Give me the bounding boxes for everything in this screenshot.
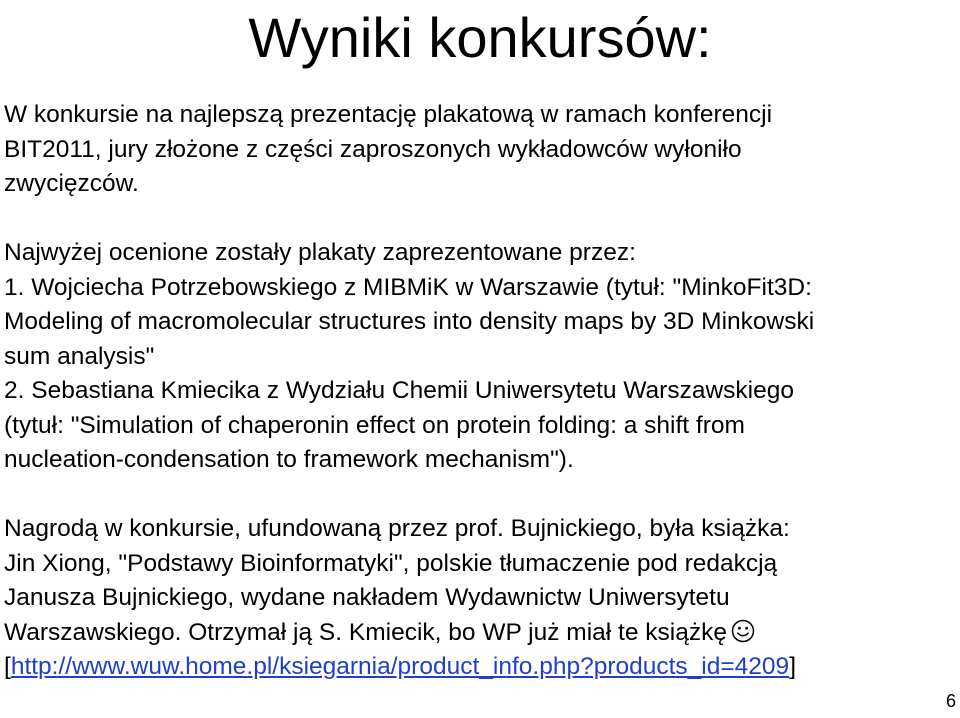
winners-intro: Najwyżej ocenione zostały plakaty zaprezentowane przez: <box>4 239 636 266</box>
intro-line-1: W konkursie na najlepszą prezentację plakatową w ramach konferencji <box>4 101 773 128</box>
page-number: 6 <box>945 691 956 711</box>
intro-line-3: zwycięzców. <box>4 170 139 197</box>
link-close-bracket: ] <box>789 653 796 680</box>
slide-body <box>4 98 944 685</box>
winner-1-line-3: sum analysis" <box>4 342 155 370</box>
prize-line-4-container <box>4 616 944 651</box>
product-link[interactable]: http://www.wuw.home.pl/ksiegarnia/product_info.php?products_id=4209 <box>10 653 790 680</box>
blank-line <box>4 202 944 237</box>
prize-line-1: Nagrodą w konkursie, ufundowaną przez prof. Bujnickiego, była książka: <box>4 515 790 542</box>
link-line <box>4 650 944 685</box>
prize-line-3: Janusza Bujnickiego, wydane nakładem Wydawnictw Uniwersytetu <box>4 584 730 611</box>
winner-2-line-3: nucleation-condensation to framework mechanism"). <box>4 446 574 473</box>
winner-1-line-2: Modeling of macromolecular structures into density maps by 3D Minkowski <box>4 308 815 335</box>
intro-line-2: BIT2011, jury złożone z części zaproszonych wykładowców wyłoniło <box>4 135 742 163</box>
winner-2-line-2: (tytuł: "Simulation of chaperonin effect on protein folding: a shift from <box>4 411 745 439</box>
winner-1-line-1: 1. Wojciecha Potrzebowskiego z MIBMiK w Warszawie (tytuł: "MinkoFit3D: <box>4 273 812 301</box>
slide-title: Wyniki konkursów: <box>248 6 712 69</box>
prize-line-2: Jin Xiong, "Podstawy Bioinformatyki", polskie tłumaczenie pod redakcją <box>4 549 778 577</box>
smiley-face-icon <box>731 619 755 654</box>
blank-line <box>4 478 944 513</box>
winner-2-line-1: 2. Sebastiana Kmiecika z Wydziału Chemii Uniwersytetu Warszawskiego <box>4 377 794 404</box>
link-open-bracket: [ <box>4 653 11 680</box>
prize-line-4: Warszawskiego. Otrzymał ją S. Kmiecik, bo WP już miał te książkę <box>4 618 727 646</box>
